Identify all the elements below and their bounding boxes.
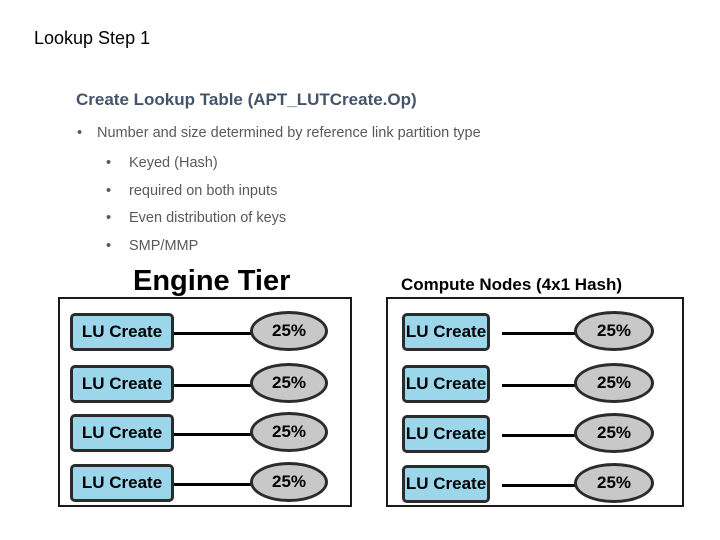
- lu-create-box: LU Create: [402, 415, 490, 453]
- lu-create-box: LU Create: [70, 464, 174, 502]
- page-title: Lookup Step 1: [34, 28, 151, 48]
- connector-line: [170, 433, 260, 436]
- compute-row: [402, 465, 672, 505]
- bullet-dot: •: [106, 155, 112, 171]
- lu-create-box: LU Create: [70, 365, 174, 403]
- connector-line: [170, 483, 260, 486]
- bullet-sub: [106, 183, 406, 201]
- lu-create-box: LU Create: [402, 465, 490, 503]
- bullet-dot: •: [77, 125, 83, 141]
- bullet-sub-text: Keyed (Hash): [129, 155, 218, 171]
- engine-row: [70, 313, 330, 353]
- engine-tier-title: Engine Tier: [133, 265, 291, 297]
- slide-subtitle: Create Lookup Table (APT_LUTCreate.Op): [76, 90, 417, 109]
- engine-tier-panel: [58, 297, 352, 507]
- compute-row: [402, 415, 672, 455]
- percent-ellipse: 25%: [250, 462, 328, 502]
- bullet-sub-text: required on both inputs: [129, 183, 278, 199]
- bullet-dot: •: [106, 238, 112, 254]
- percent-ellipse: 25%: [250, 412, 328, 452]
- compute-row: [402, 365, 672, 405]
- bullet-dot: •: [106, 210, 112, 226]
- lu-create-box: LU Create: [70, 414, 174, 452]
- engine-row: [70, 464, 330, 504]
- engine-row: [70, 365, 330, 405]
- compute-nodes-title: Compute Nodes (4x1 Hash): [401, 275, 623, 294]
- compute-row: [402, 313, 672, 353]
- percent-ellipse: 25%: [574, 413, 654, 453]
- bullet-dot: •: [106, 183, 112, 199]
- percent-ellipse: 25%: [250, 363, 328, 403]
- bullet-sub: [106, 210, 406, 228]
- bullet-sub-text: SMP/MMP: [129, 238, 199, 254]
- percent-ellipse: 25%: [574, 311, 654, 351]
- bullet-sub: [106, 238, 406, 256]
- bullet-main-text: Number and size determined by reference link partition type: [97, 125, 481, 141]
- percent-ellipse: 25%: [574, 363, 654, 403]
- connector-line: [170, 332, 260, 335]
- engine-row: [70, 414, 330, 454]
- lu-create-box: LU Create: [402, 365, 490, 403]
- bullet-main: [77, 125, 557, 143]
- lu-create-box: LU Create: [402, 313, 490, 351]
- percent-ellipse: 25%: [250, 311, 328, 351]
- lu-create-box: LU Create: [70, 313, 174, 351]
- connector-line: [170, 384, 260, 387]
- bullet-sub-text: Even distribution of keys: [129, 210, 287, 226]
- percent-ellipse: 25%: [574, 463, 654, 503]
- compute-nodes-panel: [386, 297, 684, 507]
- bullet-sub: [106, 155, 406, 173]
